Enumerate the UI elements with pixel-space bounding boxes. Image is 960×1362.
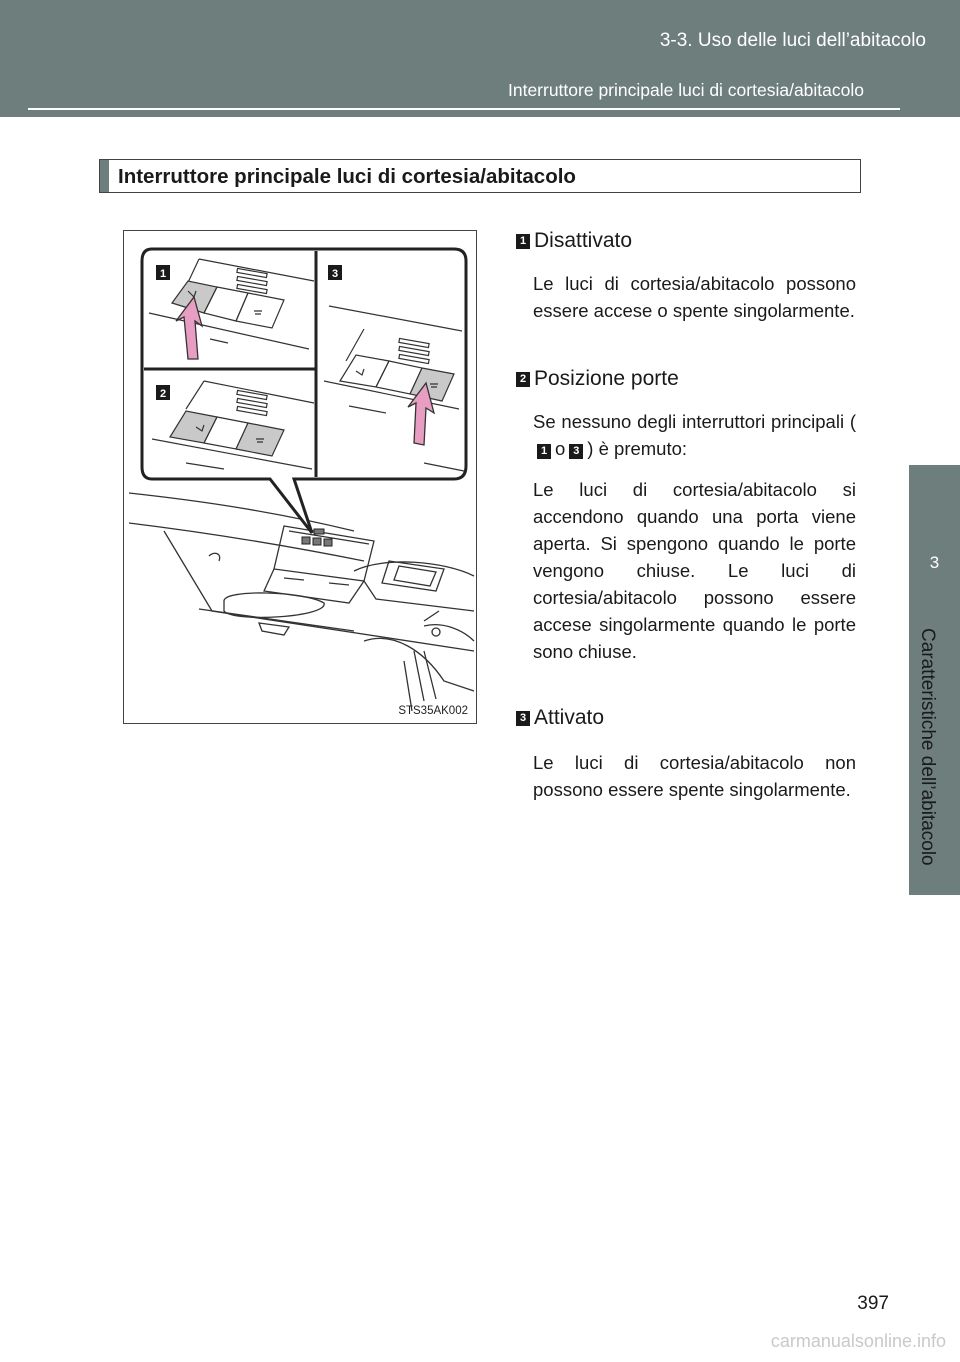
page-header — [0, 0, 960, 117]
figure-code: STS35AK002 — [398, 705, 468, 717]
item-2-badge: 2 — [516, 372, 530, 387]
page-number: 397 — [857, 1293, 889, 1314]
item-1-badge: 1 — [516, 234, 530, 249]
item-2-heading — [516, 367, 679, 391]
item-3-title: Attivato — [534, 706, 605, 729]
item-2-title: Posizione porte — [534, 367, 679, 390]
header-divider — [28, 108, 900, 110]
heading-accent — [100, 160, 109, 192]
switch-illustration — [123, 230, 477, 724]
inline-ref-3: 3 — [569, 444, 583, 459]
item-2-condition-or: o — [555, 438, 566, 459]
svg-text:1: 1 — [159, 268, 167, 280]
item-1-heading — [516, 229, 632, 253]
callout-badge-1 — [156, 265, 170, 280]
watermark: carmanualsonline.info — [770, 1331, 946, 1351]
item-3-badge: 3 — [516, 711, 530, 726]
item-2-condition-start: Se nessuno degli interruttori principali ( — [533, 411, 856, 432]
section-heading: Interruttore principale luci di cortesia/abitacolo — [118, 165, 576, 188]
item-3-text: Le luci di cortesia/abitacolo non possono essere spente singolarmente. — [533, 752, 856, 800]
section-title: Interruttore principale luci di cortesia/abitacolo — [507, 80, 864, 100]
ceiling-drawing — [129, 493, 474, 711]
item-2-text: Le luci di cortesia/abitacolo si accendono quando una porta viene aperta. Si spengono quando le porte vengono chiuse. Le luci di cortesia/abitacolo possono essere accese singolarmente quando le porte sono chiuse. — [533, 479, 856, 662]
chapter-title: 3-3. Uso delle luci dell’abitacolo — [659, 30, 926, 51]
item-2-condition — [533, 408, 856, 462]
item-2-condition-end: ) è premuto: — [587, 438, 688, 459]
section-heading-box — [99, 159, 861, 193]
inline-ref-1: 1 — [537, 444, 551, 459]
item-1-text: Le luci di cortesia/abitacolo possono essere accese o spente singolarmente. — [533, 273, 856, 321]
svg-text:3: 3 — [331, 268, 339, 280]
svg-text:2: 2 — [159, 388, 167, 400]
callout-badge-3 — [328, 265, 342, 280]
side-tab-number: 3 — [929, 553, 940, 572]
item-3-heading — [516, 706, 604, 730]
callout-badge-2 — [156, 385, 170, 400]
illustration-svg — [124, 231, 476, 723]
side-tab-label: Caratteristiche dell’abitacolo — [917, 628, 938, 866]
item-1-title: Disattivato — [534, 229, 633, 252]
